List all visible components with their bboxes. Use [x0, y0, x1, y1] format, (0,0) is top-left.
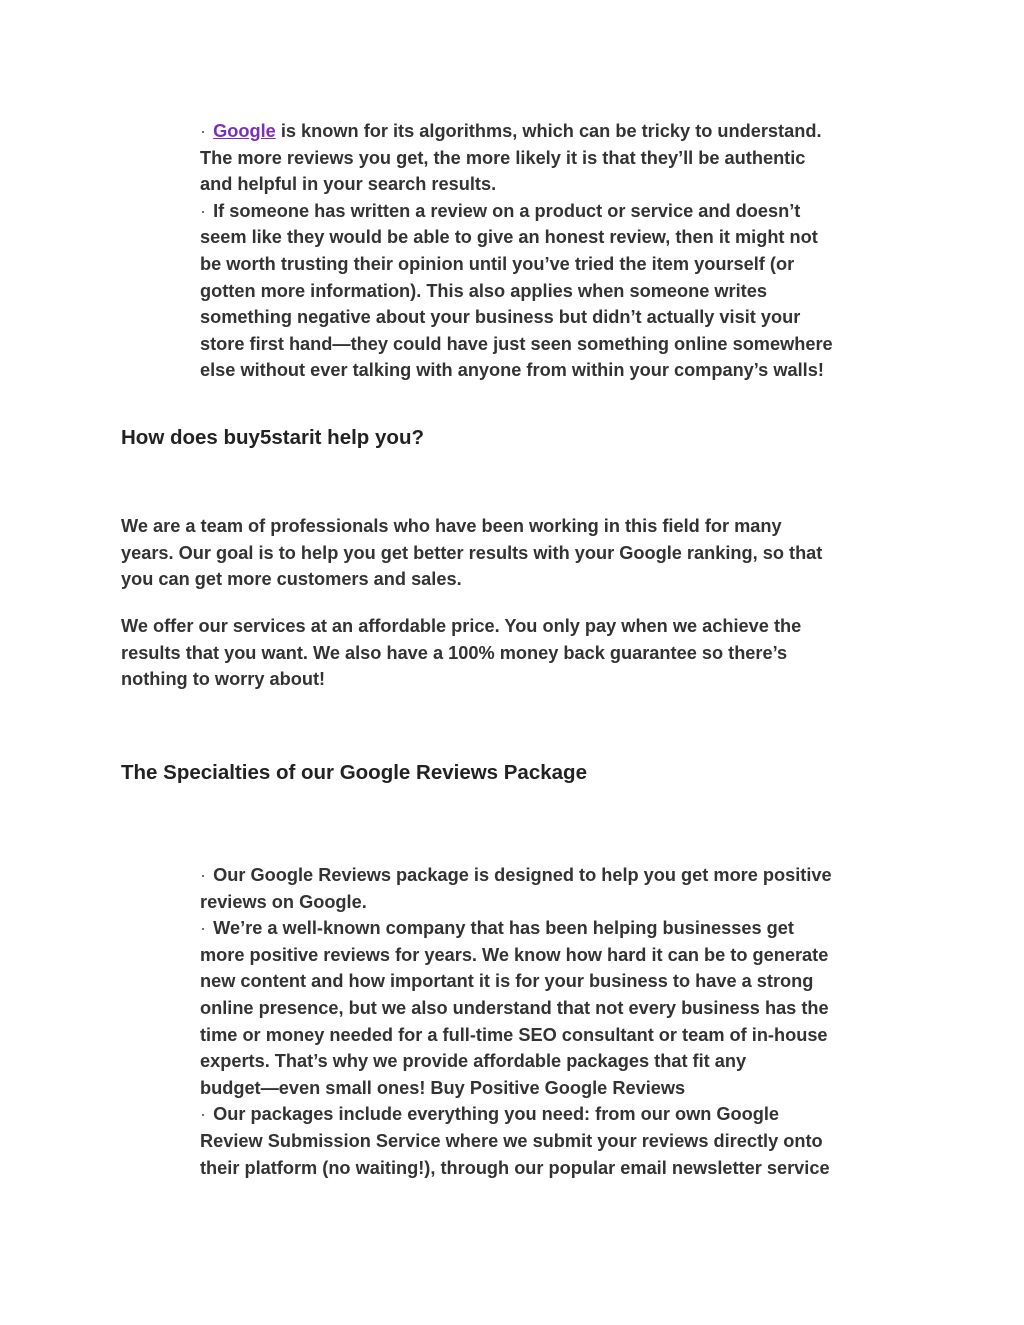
- text-line: something negative about your business but didn’t actually visit your: [200, 307, 801, 328]
- text-line: budget—even small ones! Buy Positive Google Reviews: [200, 1077, 686, 1098]
- section-heading-specialties: The Specialties of our Google Reviews Package: [121, 761, 587, 784]
- bullet-line: [200, 198, 920, 225]
- text-line: their platform (no waiting!), through our popular email newsletter service: [200, 1157, 830, 1178]
- text-line: reviews on Google.: [200, 891, 367, 912]
- bullet-marker: ·: [200, 121, 207, 141]
- bullet-list-algorithms: [200, 118, 920, 384]
- text-line: more positive reviews for years. We know how hard it can be to generate: [200, 944, 829, 965]
- bullet-line: [200, 915, 920, 942]
- text-line: is known for its algorithms, which can be tricky to understand.: [275, 121, 822, 141]
- text-line: If someone has written a review on a product or service and doesn’t: [213, 200, 801, 221]
- bullet-line: [200, 1101, 920, 1128]
- text-line: new content and how important it is for your business to have a strong: [200, 971, 814, 992]
- bullet-marker: ·: [200, 1104, 207, 1125]
- text-line: else without ever talking with anyone from within your company’s walls!: [200, 360, 824, 381]
- bullet-marker: ·: [200, 865, 207, 885]
- text-line: seem like they would be able to give an honest review, then it might not: [200, 227, 818, 248]
- text-line: We are a team of professionals who have been working in this field for many: [121, 516, 782, 536]
- text-line: you can get more customers and sales.: [121, 569, 462, 590]
- text-line: years. Our goal is to help you get better results with your Google ranking, so that: [121, 542, 823, 563]
- bullet-marker: ·: [200, 200, 207, 221]
- text-line: The more reviews you get, the more likely it is that they’ll be authentic: [200, 147, 806, 168]
- bullet-list-specialties: [200, 862, 920, 1181]
- bullet-marker: ·: [200, 918, 207, 939]
- text-line: Our packages include everything you need: from our own Google: [213, 1104, 780, 1125]
- text-line: nothing to worry about!: [121, 669, 326, 690]
- paragraph-team: [121, 513, 911, 593]
- text-line: store first hand—they could have just seen something online somewhere: [200, 333, 833, 354]
- text-line: online presence, but we also understand that not every business has the: [200, 997, 829, 1018]
- text-line: time or money needed for a full-time SEO consultant or team of in-house: [200, 1024, 828, 1045]
- text-line: We’re a well-known company that has been helping businesses get: [213, 918, 794, 939]
- text-line: experts. That’s why we provide affordable packages that fit any: [200, 1051, 747, 1072]
- text-line: Review Submission Service where we submit your reviews directly onto: [200, 1130, 823, 1151]
- text-line: Our Google Reviews package is designed to help you get more positive: [213, 865, 832, 885]
- text-line: be worth trusting their opinion until you’ve tried the item yourself (or: [200, 253, 795, 274]
- text-line: We offer our services at an affordable price. You only pay when we achieve the: [121, 616, 802, 636]
- section-heading-how-help: How does buy5starit help you?: [121, 426, 424, 449]
- bullet-line: [200, 862, 920, 889]
- text-line: results that you want. We also have a 100% money back guarantee so there’s: [121, 642, 788, 663]
- paragraph-pricing: [121, 613, 911, 693]
- text-line: gotten more information). This also applies when someone writes: [200, 280, 767, 301]
- bullet-line: [200, 118, 920, 145]
- text-line: and helpful in your search results.: [200, 174, 497, 195]
- google-link[interactable]: Google: [213, 121, 276, 141]
